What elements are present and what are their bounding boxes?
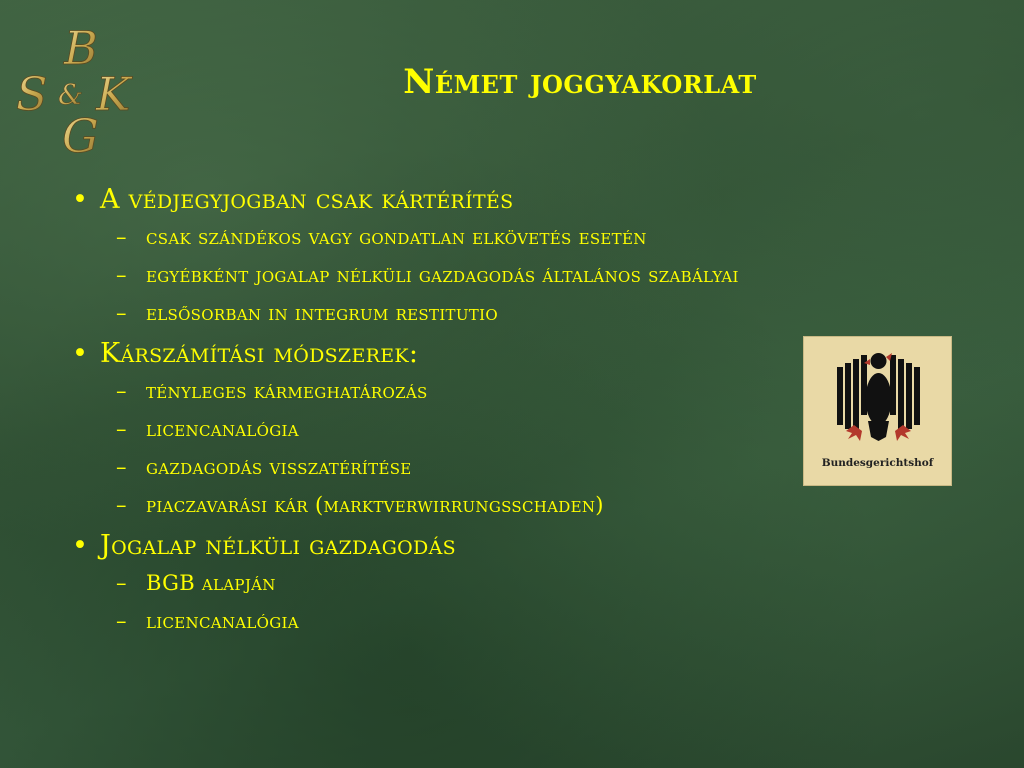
sub-bullet-item xyxy=(116,568,972,598)
sub-bullet-mark: – xyxy=(116,455,127,479)
sub-bullet-item xyxy=(116,490,972,520)
sub-bullet-mark: – xyxy=(116,379,127,403)
svg-text:S: S xyxy=(16,67,48,121)
sub-bullet-text: licencanalógia xyxy=(146,417,299,441)
sub-bullet-mark: – xyxy=(116,571,127,595)
sub-bullet-text: gazdagodás visszatérítése xyxy=(146,455,412,479)
svg-text:&: & xyxy=(58,78,83,111)
sub-bullet-mark: – xyxy=(116,493,127,517)
sub-bullet-text: csak szándékos vagy gondatlan elkövetés esetén xyxy=(146,225,647,249)
sub-bullet-mark: – xyxy=(116,263,127,287)
sub-bullet-text: tényleges kármeghatározás xyxy=(146,379,428,403)
bullet-mark: • xyxy=(72,184,89,215)
sub-bullet-mark: – xyxy=(116,417,127,441)
sub-bullet-item xyxy=(116,260,926,290)
sub-bullet-item xyxy=(116,606,972,636)
sub-bullet-text: licencanalógia xyxy=(146,609,299,633)
bullet-item xyxy=(72,182,972,218)
sub-bullet-item xyxy=(116,222,972,252)
sub-bullet-item xyxy=(116,298,972,328)
sub-bullet-text: piaczavarási kár (marktverwirrungsschaden) xyxy=(146,493,604,517)
slide-title: Német joggyakorlat xyxy=(403,62,757,102)
emblem-label: Bundesgerichtshof xyxy=(821,457,934,469)
svg-text:B: B xyxy=(64,22,98,75)
sub-bullet-mark: – xyxy=(116,225,127,249)
sub-bullet-mark: – xyxy=(116,609,127,633)
bundesgerichtshof-emblem xyxy=(803,336,952,486)
sub-bullet-mark: – xyxy=(116,301,127,325)
sub-bullet-text: egyébként jogalap nélküli gazdagodás általános szabályai xyxy=(146,263,739,287)
sub-bullet-text: elsősorban in integrum restitutio xyxy=(146,301,498,325)
bullet-mark: • xyxy=(72,530,89,561)
svg-text:G: G xyxy=(62,109,99,162)
sub-bullet-text: BGB alapján xyxy=(146,571,276,595)
bullet-item xyxy=(72,528,972,564)
logo xyxy=(14,22,164,162)
bullet-mark: • xyxy=(72,338,89,369)
bullet-text: Kárszámítási módszerek: xyxy=(100,338,419,369)
bullet-text: Jogalap nélküli gazdagodás xyxy=(100,530,456,561)
bullet-text: A védjegyjogban csak kártérítés xyxy=(100,184,514,215)
svg-text:K: K xyxy=(96,67,131,121)
